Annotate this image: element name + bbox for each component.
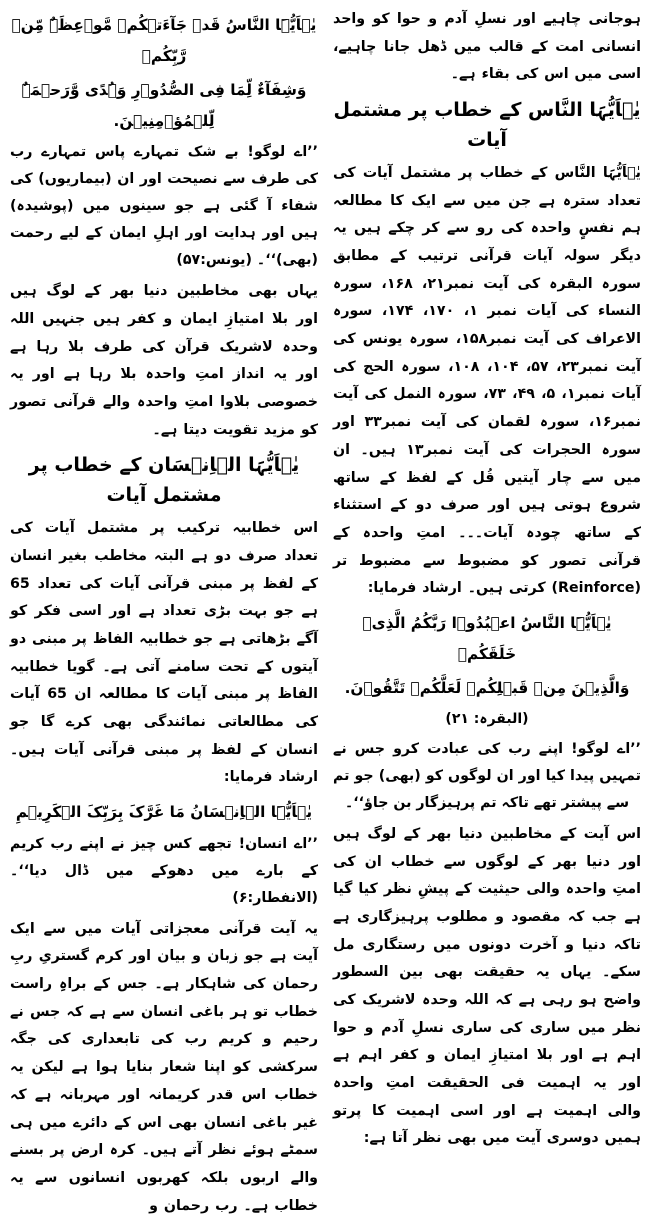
section-heading: یٰۤاَیُّہَا النَّاس کے خطاب پر مشتمل آیات <box>333 99 641 151</box>
verse-translation: ’’اے لوگو! بے شک تمہارے پاس تمہارے رب کی طرف سے نصیحت اور ان (بیماریوں) کی شفاء آ گئی ہے جو سینوں میں (پوشیدہ) ہیں اور ہدایت اور اہلِ ایمان کے لیے رحمت (بھی)‘‘۔ (یونس:۵۷) <box>10 144 318 269</box>
body-paragraph: اس آیت کے مخاطبین دنیا بھر کے لوگ ہیں اور دنیا بھر کے لوگوں سے خطاب ان کی امتِ واحدہ والی حیثیت کے پیشِ نظر کیا گیا ہے جب کہ مقصود و مطلوب پرہیزگاری ہے تاکہ دنیا و آخرت دونوں میں رستگاری مل سکے۔ یہاں یہ حقیقت بھی بین السطور واضح ہو رہی ہے کہ اللہ وحدہ لاشریک کی نظر میں ساری کی ساری نسلِ آدم و حوا اہم ہے اور بلا امتیازِ ایمان و کفر اہم ہے اور یہ اہمیت فی الحقیقت امتِ واحدہ والی اہمیت ہے اور اسی اہمیت کا پرتو ہمیں دوسری آیت میں بھی نظر آتا ہے: <box>333 825 641 1147</box>
verse-translation: ’’اے لوگو! اپنے رب کی عبادت کرو جس نے تمہیں پیدا کیا اور ان لوگوں کو (بھی) جو تم سے پیشتر تھے تاکہ تم پرہیزگار بن جاؤ‘‘۔ <box>333 740 641 811</box>
left-text-column <box>333 6 642 1147</box>
quran-verse: وَالَّذِیۡنَ مِنۡ قَبۡلِکُمۡ لَعَلَّکُمۡ تَتَّقُوۡنَ. <box>344 679 630 698</box>
column-divider <box>325 6 326 1028</box>
quran-verse: وَشِفَآءٌ لِّمَا فِی الصُّدُوۡرِ وَہُدًی وَّرَحۡمَۃٌ لِّلۡمُؤۡمِنِیۡنَ. <box>21 81 307 130</box>
body-paragraph: یٰۤاَیُّہَا النَّاس کے خطاب پر مشتمل آیات کی تعداد سترہ ہے جن میں سے ایک کا مطالعہ ہم نفسٍ واحدہ کی رو سے کر چکے ہیں یہ دیگر سولہ آیات قرآنی ترتیب کے مطابق سورہ البقرہ کی آیت نمبر۲۱، ۱۶۸، سورہ النساء کی آیات نمبر ۱، ۱۷۰، ۱۷۴، سورہ الاعراف کی آیت نمبر۱۵۸، سورہ یونس کی آیت نمبر۲۳، ۵۷، ۱۰۴، ۱۰۸، سورہ الحج کی آیات نمبر۱، ۵، ۴۹، ۷۳، سورہ النمل کی آیت نمبر۱۶، سورہ لقمان کی آیت نمبر۳۳ اور سورہ الحجرات کی آیت نمبر۱۳ ہیں۔ ان میں سے چار آیتیں قُل کے لفظ کے ساتھ شروع ہوتی ہیں اور صرف دو کے استثناء کے ساتھ چودہ آیات۔۔۔ امتِ واحدہ کے قرآنی تصور کو مضبوط سے مضبوط تر (Reinforce) کرتی ہیں۔ ارشاد فرمایا: <box>333 164 642 597</box>
quran-verse: یٰۤاَیُّہَا النَّاسُ اعۡبُدُوۡا رَبَّکُمُ الَّذِیۡ خَلَقَکُمۡ <box>362 613 612 663</box>
body-paragraph: ہوجانی چاہیے اور نسلِ آدم و حوا کو واحد انسانی امت کے قالب میں ڈھل جانا چاہیے، اسی میں اس کی بقاء ہے۔ <box>333 11 641 83</box>
verse-translation: ’’اے انسان! تجھے کس چیز نے اپنے رب کریم کے بارے میں دھوکے میں ڈال دیا‘‘۔ (الانفطار:۶) <box>10 835 318 906</box>
body-paragraph: اس خطابیہ ترکیب پر مشتمل آیات کی تعداد صرف دو ہے البتہ مخاطب بغیر انسان کے لفظ پر مبنی قرآنی آیات کی تعداد 65 ہے جو بہت بڑی تعداد ہے اور اسی فکر کو آگے بڑھاتی ہے جو خطابیہ الفاظ پر مبنی دو آیتوں کے تحت سامنے آتی ہے۔ گویا خطابیہ الفاظ پر مبنی آیات کا مطالعہ ان 65 آیات کی مطالعاتی نمائندگی بھی کرے گا جو انسان کے لفظ پر مبنی قرآنی آیات ہیں۔ ارشاد فرمایا: <box>10 520 318 786</box>
verse-reference: (البقرہ: ۲۱) <box>445 710 529 727</box>
body-paragraph: یہ آیت قرآنی معجزاتی آیات میں سے ایک آیت ہے جو زبان و بیان اور کرم گستریِ ربِ رحمان کی شاہکار ہے۔ جس کے براہِ راست خطاب تو ہر باغی انسان سے ہے کہ جس نے رحیم و کریم رب کی تابعداری کی جگہ سرکشی کو اپنا شعار بنایا ہوا ہے لیکن یہ خطاب اس قدر کریمانہ اور مہربانہ ہے کہ غیر باغی انسان بھی اس کے دائرے میں ہی سمٹے ہوئے نظر آتے ہیں۔ کرہ ارض پر بسنے والے اربوں بلکہ کھربوں انسانوں سے یہ خطاب ہے۔ رب رحمان و <box>10 920 318 1214</box>
quran-verse: یٰۤاَیُّہَا الۡاِنۡسَانُ مَا غَرَّکَ بِرَبِّکَ الۡکَرِیۡمِ <box>15 803 313 822</box>
section-heading: یٰۤاَیُّہَا الۡاِنۡسَان کے خطاب پر مشتمل آیات <box>28 454 300 506</box>
right-text-column <box>10 6 318 1214</box>
body-paragraph: یہاں بھی مخاطبین دنیا بھر کے لوگ ہیں اور بلا امتیازِ ایمان و کفر ہیں جنہیں اللہ وحدہ لاشریک قرآن کی طرف بلا رہا ہے اور یہ انداز امتِ واحدہ بلا رہا ہے اور یہ خصوصی بلاوا امتِ واحدہ والے قرآنی تصور کو مزید تقویت دیتا ہے۔ <box>10 283 318 438</box>
quran-verse: یٰۤاَیُّہَا النَّاسُ قَدۡ جَآءَتۡکُمۡ مَّوۡعِظَۃٌ مِّنۡ رَّبِّکُمۡ <box>11 16 317 65</box>
